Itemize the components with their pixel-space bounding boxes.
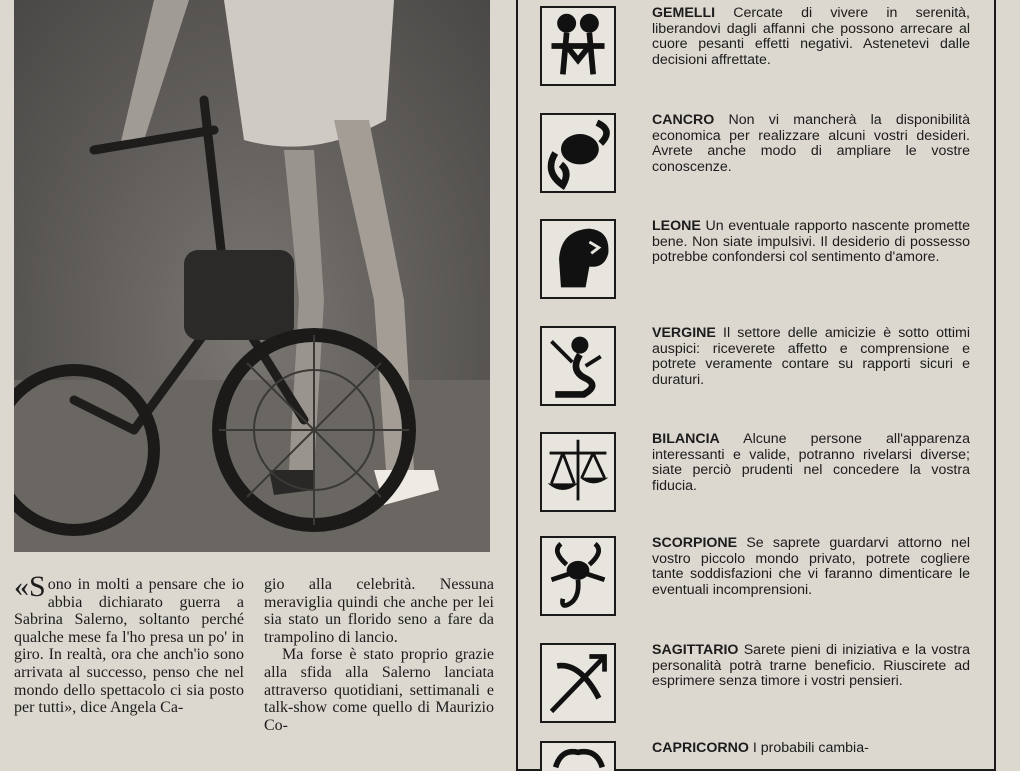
article-paragraph: «Sono in molti a pensare che io abbia dichiarato guerra a Sabrina Salerno, soltanto perché qualche mese fa l'ho presa un po' in giro. In realtà, ora che anch'io sono arrivata al successo, penso che nel mondo dello spettacolo ci sia posto per tutti», dice Angela Ca- xyxy=(14,570,244,717)
horoscope-text: GEMELLI Cercate di vivere in serenità, liberandovi dagli affanni che possono arrecare al cuore pesanti effetti negativi. Astenetevi dalle decisioni affrettate. xyxy=(652,5,970,68)
gemini-icon xyxy=(540,6,616,86)
horoscope-text: VERGINE Il settore delle amicizie è sotto ottimi auspici: riceverete affetto e comprensione e potrete veramente contare su rapporti sicuri e duraturi. xyxy=(652,325,970,388)
horoscope-text: BILANCIA Alcune persone all'apparenza interessanti e valide, potranno rivelarsi diverse; siate perciò prudenti nel concedere la vostra fiducia. xyxy=(652,431,970,494)
horoscope-gemini xyxy=(540,6,970,106)
virgo-icon xyxy=(540,326,616,406)
horoscope-leo xyxy=(540,219,970,319)
horoscope-text: SCORPIONE Se saprete guardarvi attorno nel vostro piccolo mondo privato, potrete cogliere tante soddisfazioni che vi faranno dimenticare le eventuali incomprensioni. xyxy=(652,535,970,598)
leo-icon xyxy=(540,219,616,299)
horoscope-sagittarius xyxy=(540,643,970,723)
article-paragraph: gio alla celebrità. Nessuna meraviglia quindi che anche per lei sia stato un florido seno a fare da trampolino di lancio. xyxy=(264,576,494,646)
libra-icon xyxy=(540,432,616,512)
sagittarius-icon xyxy=(540,643,616,723)
capricorn-icon xyxy=(540,741,616,771)
moped-photo xyxy=(14,0,490,552)
cancer-icon xyxy=(540,113,616,193)
article-paragraph: Ma forse è stato proprio grazie alla sfida alla Salerno lanciata attraverso quotidiani, settimanali e talk-show come quello di Maurizio Co- xyxy=(264,646,494,734)
scorpio-icon xyxy=(540,536,616,616)
horoscope-text: CANCRO Non vi mancherà la disponibilità economica per realizzare alcuni vostri desideri. Avrete anche modo di ampliare le vostre conoscenze. xyxy=(652,112,970,175)
article-column-2 xyxy=(264,576,494,734)
horoscope-capricorn xyxy=(540,741,970,765)
horoscope-scorpio xyxy=(540,536,970,636)
moped-illustration xyxy=(14,0,490,552)
horoscope-libra xyxy=(540,432,970,532)
horoscope-text: LEONE Un eventuale rapporto nascente promette bene. Non siate impulsivi. Il desiderio di possesso potrebbe confondersi col sentimento d'amore. xyxy=(652,218,970,266)
horoscope-text: SAGITTARIO Sarete pieni di iniziativa e la vostra personalità potrà trarne beneficio. Riuscirete ad esprimere senza timore i vostri pensieri. xyxy=(652,642,970,690)
drop-cap: «S xyxy=(14,570,46,603)
horoscope-cancer xyxy=(540,113,970,213)
horoscope-virgo xyxy=(540,326,970,426)
horoscope-text: CAPRICORNO I probabili cambia- xyxy=(652,740,869,756)
article-column-1 xyxy=(14,570,244,717)
